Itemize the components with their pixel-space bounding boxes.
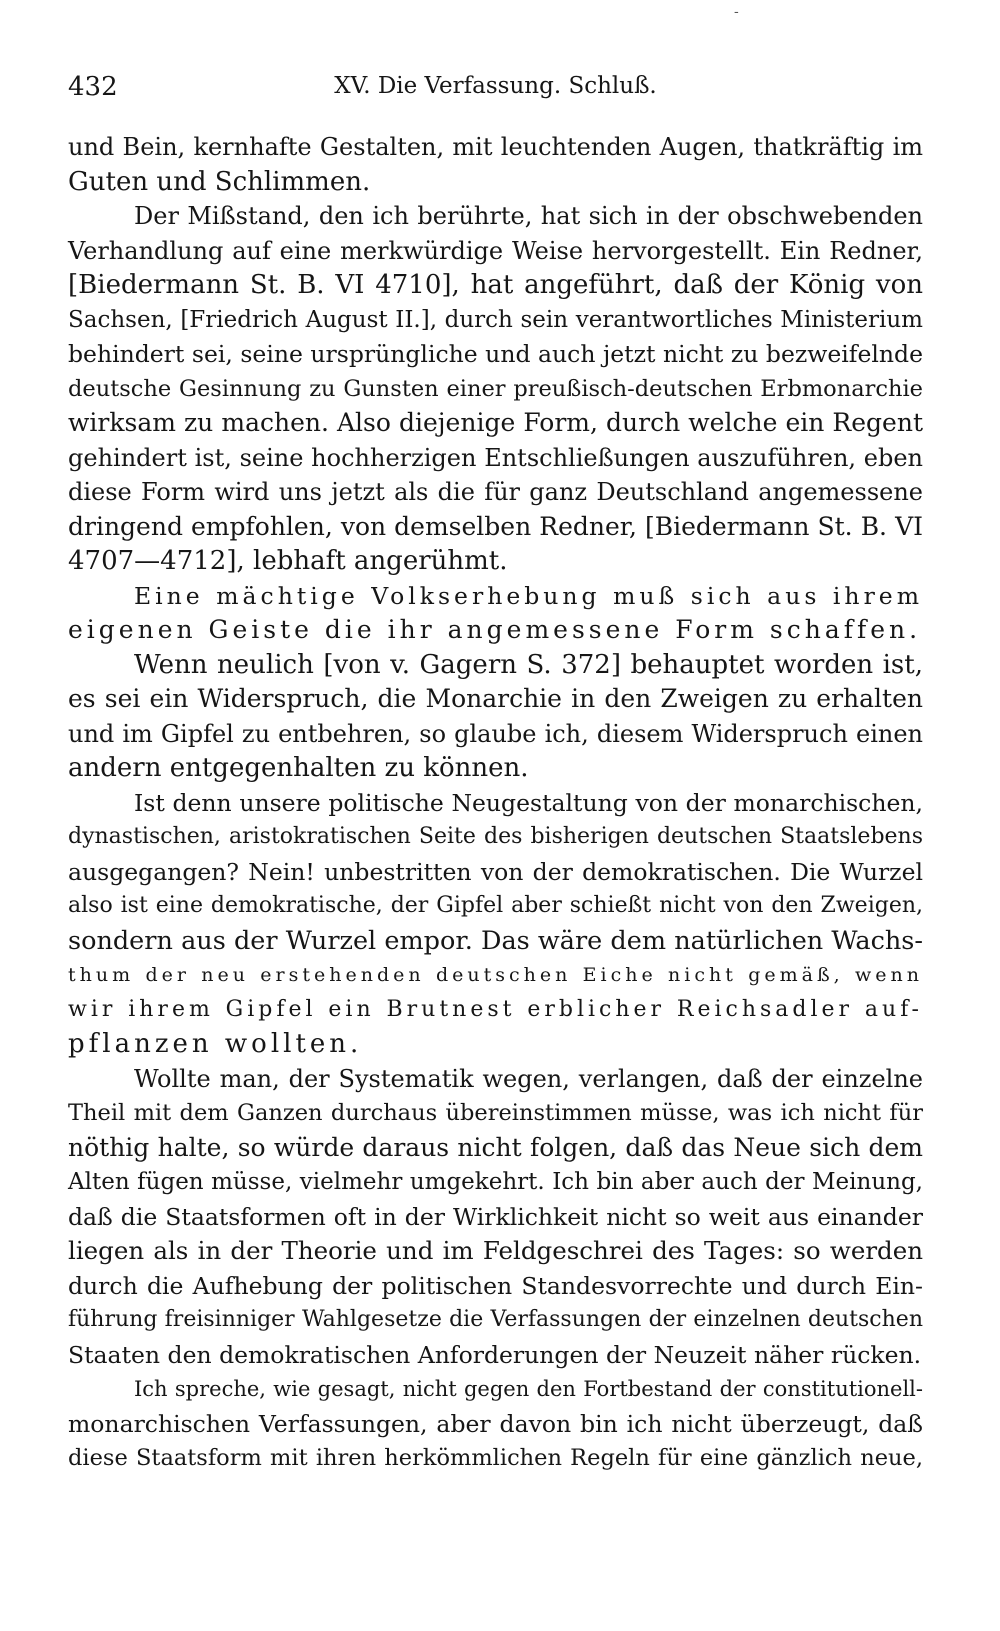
text-line: daß die Staatsformen oft in der Wirklichkeit nicht so weit aus einander [68,1202,923,1231]
text-line: Sachsen, [Friedrich August II.], durch sein verantwortliches Ministerium [68,306,923,333]
text-line: Theil mit dem Ganzen durchaus übereinstimmen müsse, was ich nicht für [68,1100,923,1126]
text-line: [Biedermann St. B. VI 4710], hat angeführt, daß der König von [68,270,923,300]
text-line: wirksam zu machen. Also diejenige Form, durch welche ein Regent [68,408,923,437]
text-line: diese Staatsform mit ihren herkömmlichen Regeln für eine gänzlich neue, [68,1445,923,1471]
page-header [68,68,923,112]
text-line: behindert sei, seine ursprüngliche und auch jetzt nicht zu bezweifelnde [68,340,923,368]
text-line: thum der neu erstehenden deutschen Eiche nicht gemäß, wenn [68,964,923,986]
text-line: andern entgegenhalten zu können. [68,753,529,783]
text-line: monarchischen Verfassungen, aber davon bin ich nicht überzeugt, daß [68,1409,923,1438]
scan-mark: - [734,4,739,20]
text-line: gehindert ist, seine hochherzigen Entschließungen auszuführen, eben [68,443,923,472]
text-line: durch die Aufhebung der politischen Standesvorrechte und durch Ein- [68,1271,923,1300]
running-head: XV. Die Verfassung. Schluß. [334,73,657,99]
text-line: wir ihrem Gipfel ein Brutnest erblicher Reichsadler auf- [68,996,923,1022]
text-line: deutsche Gesinnung zu Gunsten einer preußisch-deutschen Erbmonarchie [68,375,923,402]
text-line: Wollte man, der Systematik wegen, verlangen, daß der einzelne [134,1064,923,1093]
page-number: 432 [68,72,118,102]
text-line: Ist denn unsere politische Neugestaltung von der monarchischen, [134,788,923,817]
text-line: Der Mißstand, den ich berührte, hat sich in der obschwebenden [134,202,923,230]
text-line: Eine mächtige Volkserhebung muß sich aus ihrem [134,581,923,610]
text-line: und Bein, kernhafte Gestalten, mit leuchtenden Augen, thatkräftig im [68,133,923,161]
text-line: Staaten den demokratischen Anforderungen der Neuzeit näher rücken. [68,1340,922,1369]
text-line: liegen als in der Theorie und im Feldgeschrei des Tages: so werden [68,1236,923,1265]
text-line: eigenen Geiste die ihr angemessene Form schaffen. [68,615,922,644]
text-line: dringend empfohlen, von demselben Redner, [Biedermann St. B. VI [68,511,923,541]
text-line: Guten und Schlimmen. [68,166,371,197]
text-line: Alten fügen müsse, vielmehr umgekehrt. Ich bin aber auch der Meinung, [68,1169,923,1195]
text-line: also ist eine demokratische, der Gipfel aber schießt nicht von den Zweigen, [68,893,923,918]
text-line: nöthig halte, so würde daraus nicht folgen, daß das Neue sich dem [68,1132,923,1162]
text-line: führung freisinniger Wahlgesetze die Verfassungen der einzelnen deutschen [68,1307,923,1332]
text-line: sondern aus der Wurzel empor. Das wäre dem natürlichen Wachs- [68,925,923,956]
text-line: dynastischen, aristokratischen Seite des bisherigen deutschen Staatslebens [68,824,923,849]
text-line: und im Gipfel zu entbehren, so glaube ich, diesem Widerspruch einen [68,719,923,748]
text-line: ausgegangen? Nein! unbestritten von der demokratischen. Die Wurzel [68,857,923,886]
text-line: diese Form wird uns jetzt als die für ganz Deutschland angemessene [68,478,923,506]
text-line: pflanzen wollten. [68,1029,363,1059]
text-line: Ich spreche, wie gesagt, nicht gegen den Fortbestand der constitutionell- [134,1377,923,1401]
text-line: es sei ein Widerspruch, die Monarchie in den Zweigen zu erhalten [68,684,923,713]
body-text [68,130,923,1476]
text-line: Wenn neulich [von v. Gagern S. 372] behauptet worden ist, [134,649,923,680]
text-line: 4707—4712], lebhaft angerühmt. [68,546,508,576]
text-line: Verhandlung auf eine merkwürdige Weise hervorgestellt. Ein Redner, [68,236,923,265]
